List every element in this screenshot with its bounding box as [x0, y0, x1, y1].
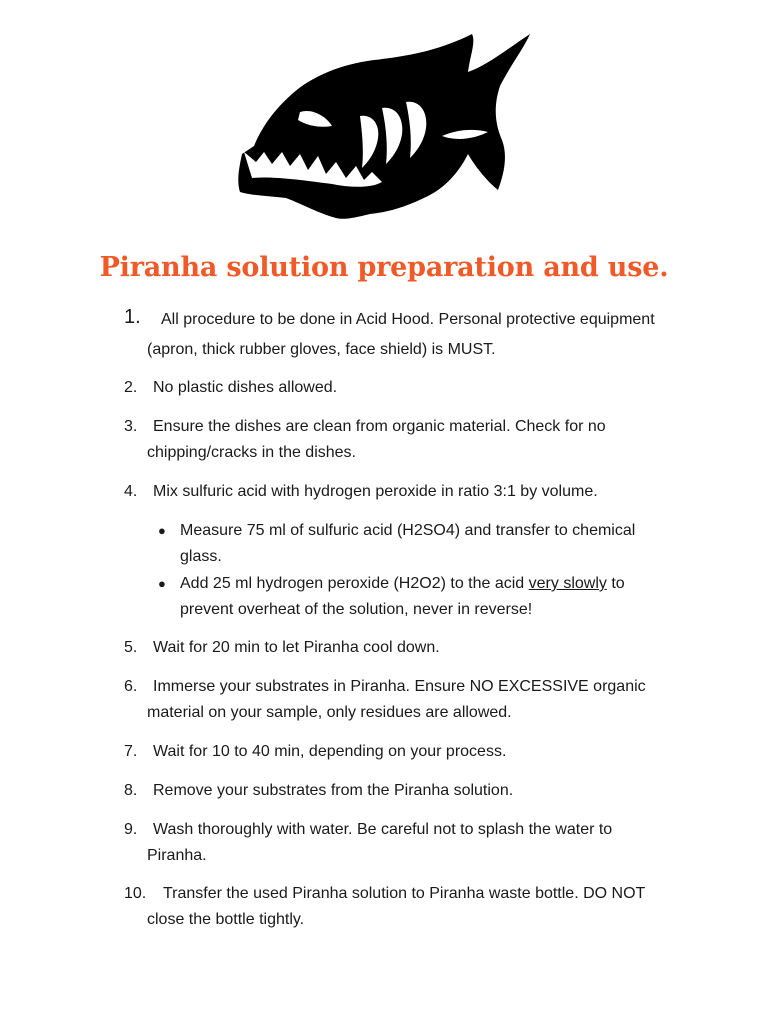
bullet-item: ● Measure 75 ml of sulfuric acid (H2SO4) and transfer to chemical glass.: [158, 518, 658, 570]
bullet-item: ● Add 25 ml hydrogen peroxide (H2O2) to the acid very slowly to prevent overheat of the solution, never in reverse!: [158, 571, 658, 623]
page-title: Piranha solution preparation and use.: [99, 252, 669, 283]
item-text: All procedure to be done in Acid Hood. Personal protective equipment: [161, 311, 655, 328]
item-number: 8.: [124, 782, 138, 799]
item-text: No plastic dishes allowed.: [153, 379, 338, 396]
item-number: 9.: [124, 821, 138, 838]
item-text: Wait for 10 to 40 min, depending on your process.: [153, 743, 507, 760]
list-item: [124, 674, 684, 726]
item-text-continued: material on your sample, only residues are allowed.: [147, 704, 512, 721]
item-number: 6.: [124, 678, 138, 695]
item-text-continued: (apron, thick rubber gloves, face shield) is MUST.: [147, 341, 496, 358]
item-text: Wait for 20 min to let Piranha cool down.: [153, 639, 440, 656]
item-number: 10.: [124, 885, 147, 902]
bullet-text: Add 25 ml hydrogen peroxide (H2O2) to the acid very slowly to: [180, 575, 625, 592]
item-text: Ensure the dishes are clean from organic material. Check for no: [153, 418, 606, 435]
list-item: [124, 375, 684, 401]
item-text: Mix sulfuric acid with hydrogen peroxide in ratio 3:1 by volume.: [153, 483, 598, 500]
item-number: 2.: [124, 379, 138, 396]
item-number: 7.: [124, 743, 138, 760]
item-number: 4.: [124, 483, 138, 500]
item-text: Remove your substrates from the Piranha solution.: [153, 782, 514, 799]
list-item: [124, 307, 684, 363]
list-item: [124, 635, 684, 661]
item-text-continued: chipping/cracks in the dishes.: [147, 444, 356, 461]
list-item: [124, 881, 684, 933]
list-item: [124, 739, 684, 765]
item-number: 3.: [124, 418, 138, 435]
piranha-fish-icon: [232, 28, 536, 224]
underlined-emphasis: very slowly: [528, 575, 607, 592]
item-text-continued: Piranha.: [147, 847, 207, 864]
list-item: [124, 817, 684, 869]
item-text: Transfer the used Piranha solution to Piranha waste bottle. DO NOT: [163, 885, 646, 902]
list-item: [124, 414, 684, 466]
list-item: [124, 479, 684, 505]
item-text-continued: close the bottle tightly.: [147, 911, 305, 928]
bullet-text-continued: glass.: [180, 548, 222, 565]
item-number: 5.: [124, 639, 138, 656]
item-text: Immerse your substrates in Piranha. Ensure NO EXCESSIVE organic: [153, 678, 646, 695]
piranha-logo: [232, 28, 536, 224]
bullet-text: Measure 75 ml of sulfuric acid (H2SO4) and transfer to chemical: [180, 522, 636, 539]
list-item: [124, 778, 684, 804]
item-text: Wash thoroughly with water. Be careful not to splash the water to: [153, 821, 613, 838]
bullet-text-continued: prevent overheat of the solution, never in reverse!: [180, 601, 533, 618]
item-number: 1.: [124, 306, 141, 328]
